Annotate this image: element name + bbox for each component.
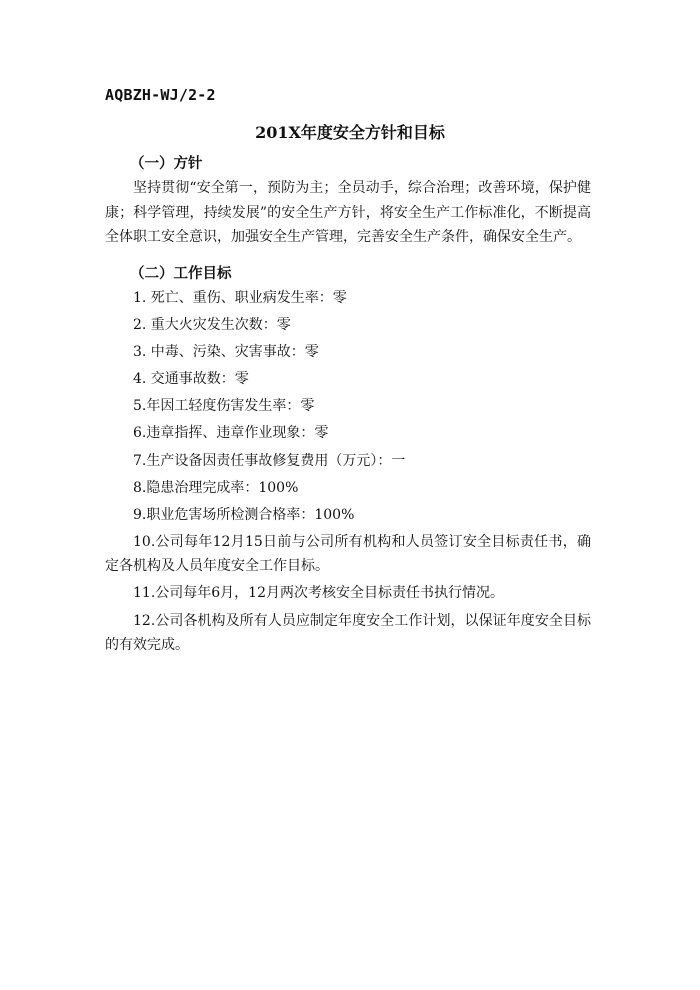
list-item: 12.公司各机构及所有人员应制定年度安全工作计划，以保证年度安全目标的有效完成。 — [105, 612, 591, 654]
list-item: 4. 交通事故数：零 — [133, 371, 249, 388]
list-item: 11.公司每年6月，12月两次考核安全目标责任书执行情况。 — [133, 585, 504, 602]
list-item: 2. 重大火灾发生次数：零 — [133, 317, 291, 334]
list-item: 1. 死亡、重伤、职业病发生率：零 — [133, 290, 347, 306]
list-item: 9.职业危害场所检测合格率：100% — [133, 506, 355, 523]
goals-list — [105, 286, 591, 660]
list-item: 8.隐患治理完成率：100% — [133, 479, 299, 496]
list-item: 10.公司每年12月15日前与公司所有机构和人员签订安全目标责任书，确定各机构及人员年度安全工作目标。 — [105, 533, 591, 575]
policy-paragraph: 坚持贯彻“安全第一，预防为主；全员动手，综合治理；改善环境，保护健康；科学管理，持续发展”的安全生产方针，将安全生产工作标准化，不断提高全体职工安全意识，加强安全生产管理，完善安全生产条件，确保安全生产。 — [105, 180, 591, 245]
list-item: 5.年因工轻度伤害发生率：零 — [133, 398, 315, 415]
document-title: 201X年度安全方针和目标 — [255, 123, 445, 142]
document-code: AQBZH-WJ/2-2 — [105, 86, 216, 104]
list-item: 7.生产设备因责任事故修复费用（万元）：一 — [133, 452, 406, 469]
section-heading-policy: （一）方针 — [130, 155, 203, 172]
list-item: 3. 中毒、污染、灾害事故：零 — [133, 344, 319, 361]
section-heading-goals: （二）工作目标 — [130, 265, 232, 282]
list-item: 6.违章指挥、违章作业现象：零 — [133, 425, 329, 442]
